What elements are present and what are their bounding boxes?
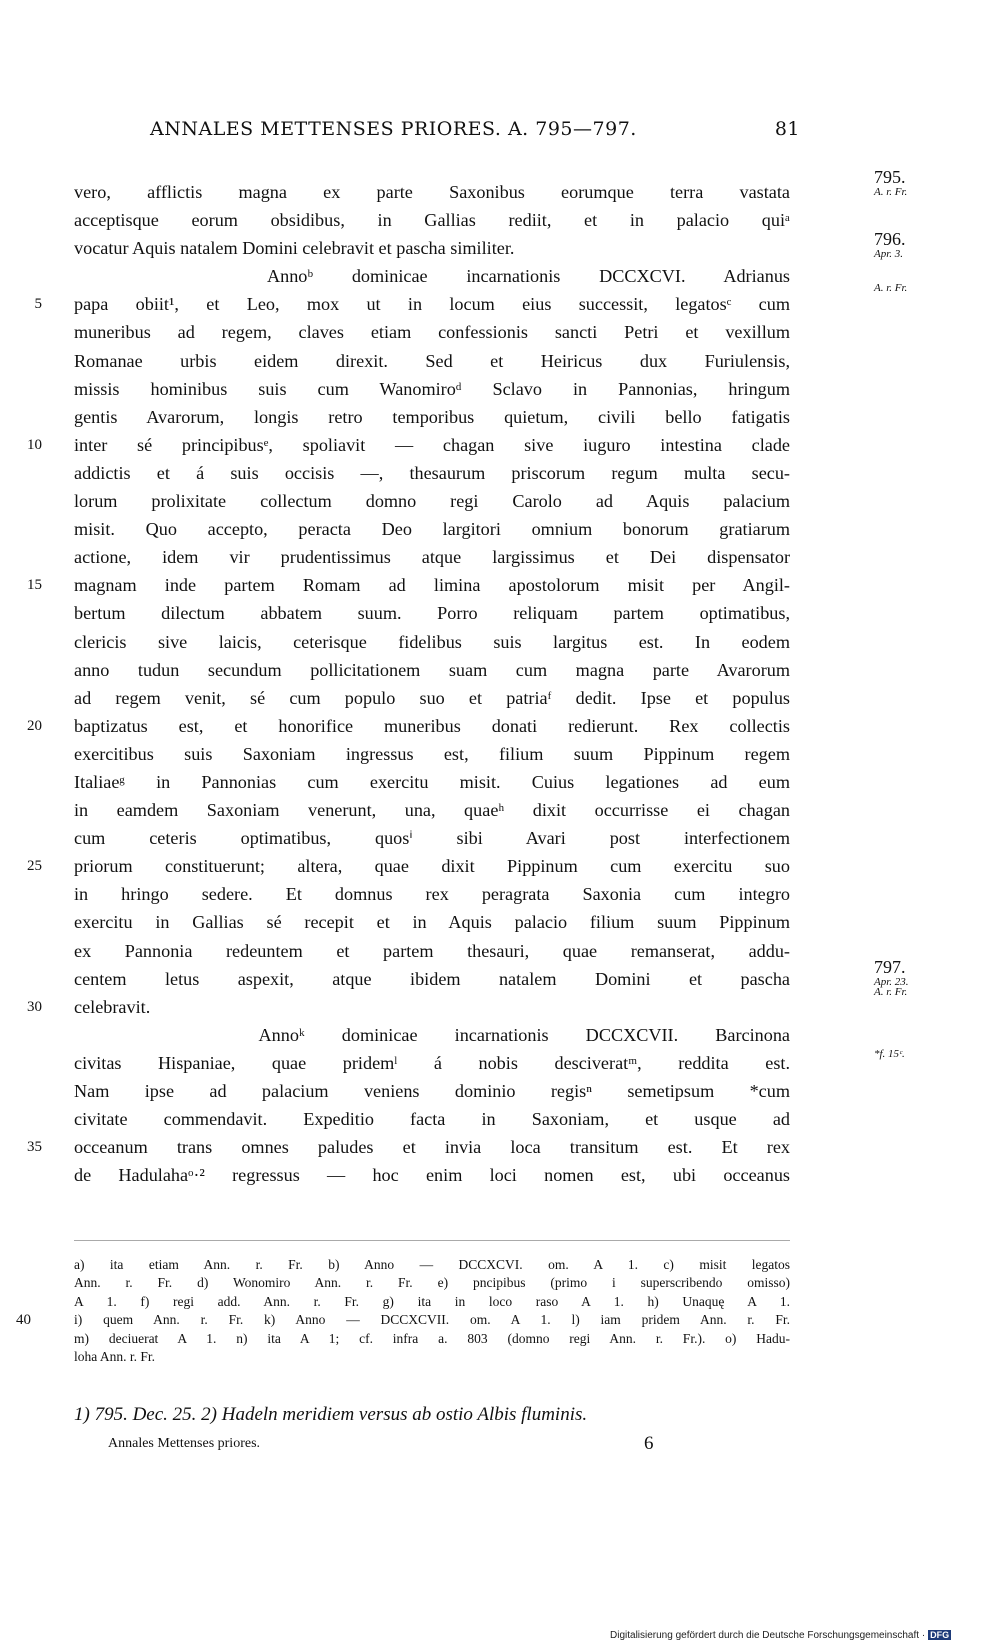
line-text: Italiaeᵍ in Pannonias cum exercitu misit. Cuius legationes ad eum <box>74 771 790 792</box>
text-line <box>74 459 790 487</box>
line-text: vero, afflictis magna ex parte Saxonibus eorumque terra vastata <box>74 182 790 202</box>
line-text: anno tudun secundum pollicitationem suam cum magna parte Avarorum <box>74 659 790 680</box>
text-line <box>74 318 790 346</box>
text-line <box>27 431 790 459</box>
margin-note <box>874 1048 905 1060</box>
text-line <box>74 515 790 543</box>
signature-line <box>108 1433 654 1454</box>
line-text: Annoᵇ dominicae incarnationis DCCXCVI. Adrianus <box>74 266 790 287</box>
line-number: 25 <box>27 858 42 875</box>
line-text: celebravit. <box>74 996 151 1017</box>
apparatus-text: a) ita etiam Ann. r. Fr. b) Anno — DCCXCVI. om. A 1. c) misit legatos <box>74 1257 790 1272</box>
page-number: 81 <box>774 118 800 140</box>
apparatus-line <box>16 1311 790 1329</box>
line-text: centem letus aspexit, atque ibidem natalem Domini et pascha <box>74 968 790 989</box>
margin-note <box>874 168 907 198</box>
apparatus-rule <box>74 1240 790 1241</box>
line-text: de Hadulahaᵒ·² regressus — hoc enim loci nomen est, ubi occeanus <box>74 1165 790 1186</box>
text-line <box>27 852 790 880</box>
line-text: clericis sive laicis, ceterisque fidelibus suis largitus est. In eodem <box>74 631 790 652</box>
line-text: Annoᵏ dominicae incarnationis DCCXCVII. Barcinona <box>74 1024 790 1045</box>
line-text: lorum prolixitate collectum domno regi Carolo ad Aquis palacium <box>74 491 790 512</box>
line-text: Nam ipse ad palacium veniens dominio regisⁿ semetipsum *cum <box>74 1081 790 1101</box>
line-text: priorum constituerunt; altera, quae dixit Pippinum cum exercitu suo <box>74 856 790 877</box>
text-line <box>74 684 790 712</box>
text-line <box>27 993 790 1021</box>
text-line <box>74 375 790 403</box>
apparatus-text: m) deciuerat A 1. n) ita A 1; cf. infra a. 803 (domno regi Ann. r. Fr.). o) Hadu- <box>74 1330 790 1346</box>
apparatus-text: loha Ann. r. Fr. <box>74 1348 156 1364</box>
dfg-logo: DFG <box>930 1630 950 1640</box>
line-text: missis hominibus suis cum Wanomiroᵈ Sclavo in Pannonias, hringum <box>74 378 790 399</box>
line-text: inter sé principibusᵉ, spoliavit — chagan sive iuguro intestina clade <box>74 434 790 455</box>
line-text: baptizatus est, et honorifice muneribus donati redierunt. Rex collectis <box>74 715 790 736</box>
text-line <box>74 1021 790 1049</box>
text-line <box>27 571 790 599</box>
text-line <box>74 740 790 768</box>
margin-note <box>874 958 909 988</box>
line-text: in hringo sedere. Et domnus rex peragrata Saxonia cum integro <box>74 884 790 905</box>
line-text: exercitu in Gallias sé recepit et in Aquis palacio filium suum Pippinum <box>74 912 790 933</box>
text-line <box>74 796 790 824</box>
text-line <box>74 1049 790 1077</box>
text-line <box>74 656 790 684</box>
text-line <box>74 347 790 375</box>
text-line <box>74 543 790 571</box>
header-title: ANNALES METTENSES PRIORES. A. 795—797. <box>150 118 637 140</box>
text-line <box>74 403 790 431</box>
margin-note <box>874 282 907 294</box>
text-line <box>74 824 790 852</box>
line-text: exercitibus suis Saxoniam ingressus est, filium suum Pippinum regem <box>74 743 790 764</box>
text-line <box>27 1133 790 1161</box>
margin-year: 795. <box>874 167 906 187</box>
line-text: civitate commendavit. Expeditio facta in Saxoniam, et usque ad <box>74 1109 790 1130</box>
credit-text: Digitalisierung gefördert durch die Deutsche Forschungsgemeinschaft · <box>610 1630 926 1641</box>
apparatus-line <box>74 1256 790 1274</box>
apparatus-text: A 1. f) regi add. Ann. r. Fr. g) ita in loco raso A 1. h) Unaquę A 1. <box>74 1293 790 1309</box>
line-text: Romanae urbis eidem direxit. Sed et Heiricus dux Furiulensis, <box>74 350 790 371</box>
digitization-credit <box>610 1630 951 1641</box>
text-line <box>74 599 790 627</box>
apparatus-line <box>74 1330 790 1348</box>
main-text <box>27 167 909 1189</box>
line-text: ad regem venit, sé cum populo suo et patriaᶠ dedit. Ipse et populus <box>74 687 790 708</box>
apparatus-text: i) quem Ann. r. Fr. k) Anno — DCCXCVII. om. A 1. l) iam pridem Ann. r. Fr. <box>74 1312 790 1328</box>
text-line <box>74 768 790 796</box>
text-line <box>74 178 790 206</box>
line-number: 30 <box>27 998 42 1015</box>
line-number: 40 <box>16 1312 31 1329</box>
apparatus-line <box>74 1348 790 1366</box>
signature-number: 6 <box>644 1433 654 1454</box>
line-number: 10 <box>27 436 42 453</box>
footnotes <box>74 1404 790 1426</box>
text-line <box>74 937 790 965</box>
margin-year: 797. <box>874 957 906 977</box>
text-line <box>74 1077 790 1105</box>
critical-apparatus <box>16 1256 790 1366</box>
line-text: vocatur Aquis natalem Domini celebravit et pascha similiter. <box>74 238 515 259</box>
text-line <box>74 880 790 908</box>
margin-note <box>874 986 907 998</box>
text-line <box>74 965 790 993</box>
line-text: civitas Hispaniae, quae pridemˡ á nobis desciveratᵐ, reddita est. <box>74 1052 790 1073</box>
apparatus-line <box>74 1274 790 1292</box>
margin-note <box>874 230 906 260</box>
margin-subnote: Apr. 23. <box>874 976 909 988</box>
line-text: misit. Quo accepto, peracta Deo largitori omnium bonorum gratiarum <box>74 519 790 540</box>
line-text: in eamdem Saxoniam venerunt, una, quaeʰ dixit occurrisse ei chagan <box>74 800 790 821</box>
line-number: 5 <box>34 296 42 313</box>
line-text: magnam inde partem Romam ad limina apostolorum misit per Angil- <box>74 575 790 596</box>
text-line <box>74 908 790 936</box>
line-text: gentis Avarorum, longis retro temporibus quietum, civili bello fatigatis <box>74 406 790 427</box>
text-line <box>74 206 790 234</box>
text-line <box>27 712 790 740</box>
line-text: actione, idem vir prudentissimus atque largissimus et Dei dispensator <box>74 547 790 568</box>
text-line <box>74 1105 790 1133</box>
margin-subnote: A. r. Fr. <box>874 986 908 998</box>
line-text: cum ceteris optimatibus, quosⁱ sibi Avari post interfectionem <box>74 828 790 849</box>
text-line <box>74 1161 790 1189</box>
text-line <box>74 234 790 262</box>
line-number: 15 <box>27 577 42 594</box>
margin-year: 796. <box>874 229 906 249</box>
margin-subnote: A. r. Fr. <box>874 282 908 294</box>
line-text: addictis et á suis occisis —, thesaurum priscorum regum multa secu- <box>74 462 790 483</box>
line-number: 20 <box>27 717 42 734</box>
text-line <box>74 628 790 656</box>
signature-label: Annales Mettenses priores. <box>108 1436 261 1451</box>
text-line <box>74 487 790 515</box>
line-text: muneribus ad regem, claves etiam confessionis sancti Petri et vexillum <box>74 322 790 343</box>
running-header <box>150 118 800 140</box>
line-text: occeanum trans omnes paludes et invia loca transitum est. Et rex <box>74 1137 790 1158</box>
margin-subnote: Apr. 3. <box>874 248 904 260</box>
line-text: bertum dilectum abbatem suum. Porro reliquam partem optimatibus, <box>74 603 790 624</box>
line-text: ex Pannonia redeuntem et partem thesauri, quae remanserat, addu- <box>74 940 790 961</box>
line-text: acceptisque eorum obsidibus, in Gallias rediit, et in palacio quiᵃ <box>74 210 790 231</box>
text-line <box>34 290 790 318</box>
margin-subnote: A. r. Fr. <box>874 186 908 198</box>
footnote-text: 1) 795. Dec. 25. 2) Hadeln meridiem versus ab ostio Albis fluminis. <box>74 1404 588 1425</box>
margin-subnote: *f. 15ᶜ. <box>874 1048 905 1060</box>
apparatus-text: Ann. r. Fr. d) Wonomiro Ann. r. Fr. e) pncipibus (primo i superscribendo omisso) <box>74 1275 790 1291</box>
text-line <box>74 262 790 290</box>
line-text: papa obiit¹, et Leo, mox ut in locum eius successit, legatosᶜ cum <box>74 294 790 315</box>
apparatus-line <box>74 1293 790 1311</box>
line-number: 35 <box>27 1139 42 1156</box>
